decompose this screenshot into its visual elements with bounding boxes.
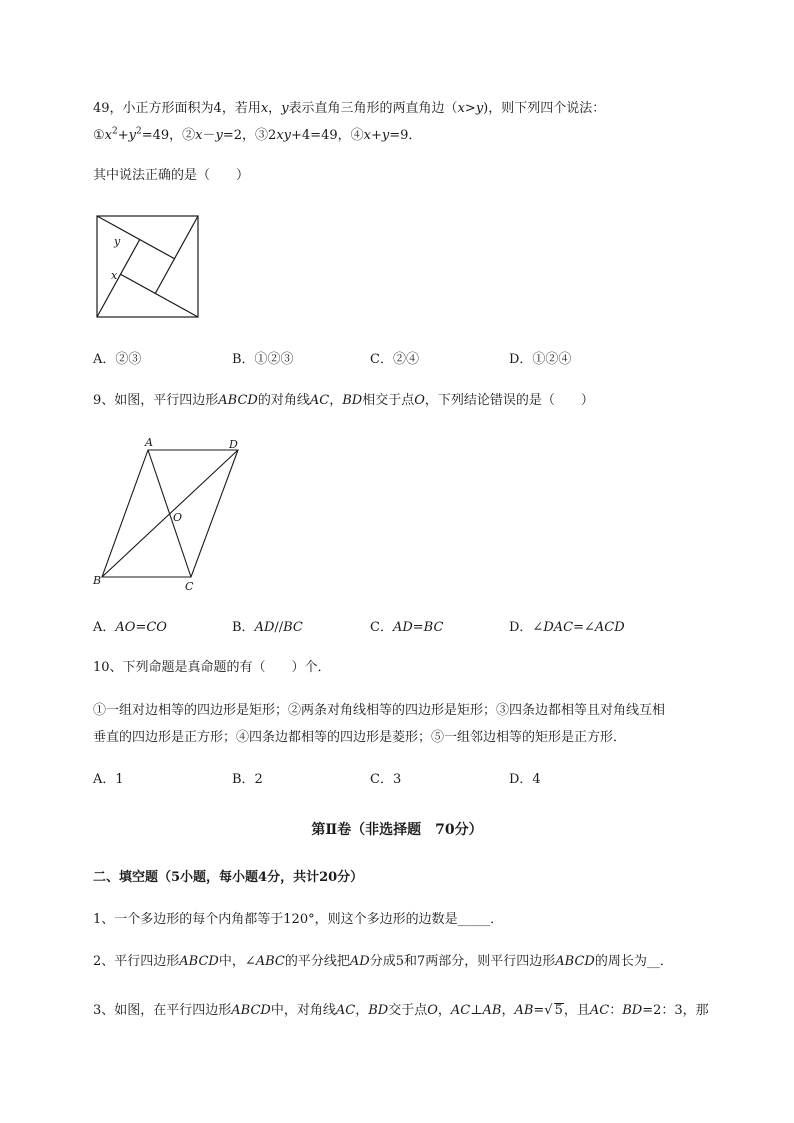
q8-option-b: B．①②③ [232,352,294,367]
q9-option-c: C．AD=BC [370,620,444,635]
q10-option-a: A．1 [93,772,124,787]
section-2-title: 二、填空题（5小题，每小题4分，共计20分） [93,870,364,885]
q8-line-2: $①x^2+y^2=49$，②x－y=2，③2xy+4=49，④x+y=9． [93,126,422,143]
fill-q3: 3、如图，在平行四边形ABCD中，对角线AC，BD交于点O，AC⊥AB，AB=√ 5，且AC：BD=2：3，那 [93,1003,709,1018]
part-ii-title: 第Ⅱ卷（非选择题 70分） [311,822,483,838]
q8-option-a: A．②③ [93,352,142,367]
q10-line-2: 垂直的四边形是正方形；④四条边都相等的四边形是菱形；⑤一组邻边相等的矩形是正方形． [93,730,627,745]
q8-option-d: D．①②④ [509,352,572,367]
q9-option-a: A．AO=CO [93,620,167,635]
q8-option-c: C．②④ [370,352,419,367]
q10-option-c: C．3 [370,772,402,787]
q8-line-1: 49，小正方形面积为4，若用x，y表示直角三角形的两直角边（x>y)，则下列四个说法： [93,101,606,116]
q9-option-d: D．∠DAC=∠ACD [509,620,625,635]
q9-stem: 9、如图，平行四边形ABCD的对角线AC，BD相交于点O，下列结论错误的是（ ） [93,393,594,408]
q10-line-1: ①一组对边相等的四边形是矩形；②两条对角线相等的四边形是矩形；③四条边都相等且对角线互相 [93,703,666,718]
fill-q1: 1、一个多边形的每个内角都等于120°，则这个多边形的边数是_____． [93,912,504,927]
label-x: x [111,269,118,282]
label-b: B [93,574,102,587]
q10-option-b: B．2 [232,772,263,787]
label-y: y [114,235,121,248]
label-d: D [229,438,238,451]
q10-option-d: D．4 [509,772,541,787]
label-o: O [173,511,183,524]
parallelogram-figure [90,434,250,594]
fill-q2: 2、平行四边形ABCD中，∠ABC的平分线把AD分成5和7两部分，则平行四边形ABCD的周长为__． [93,954,673,969]
pinwheel-square-figure [96,215,200,319]
q9-option-b: B．AD//BC [232,620,303,635]
label-a: A [145,436,153,449]
q8-prompt: 其中说法正确的是（ ） [93,168,250,183]
label-c: C [185,580,194,593]
q10-stem: 10、下列命题是真命题的有（ ）个． [93,660,331,675]
